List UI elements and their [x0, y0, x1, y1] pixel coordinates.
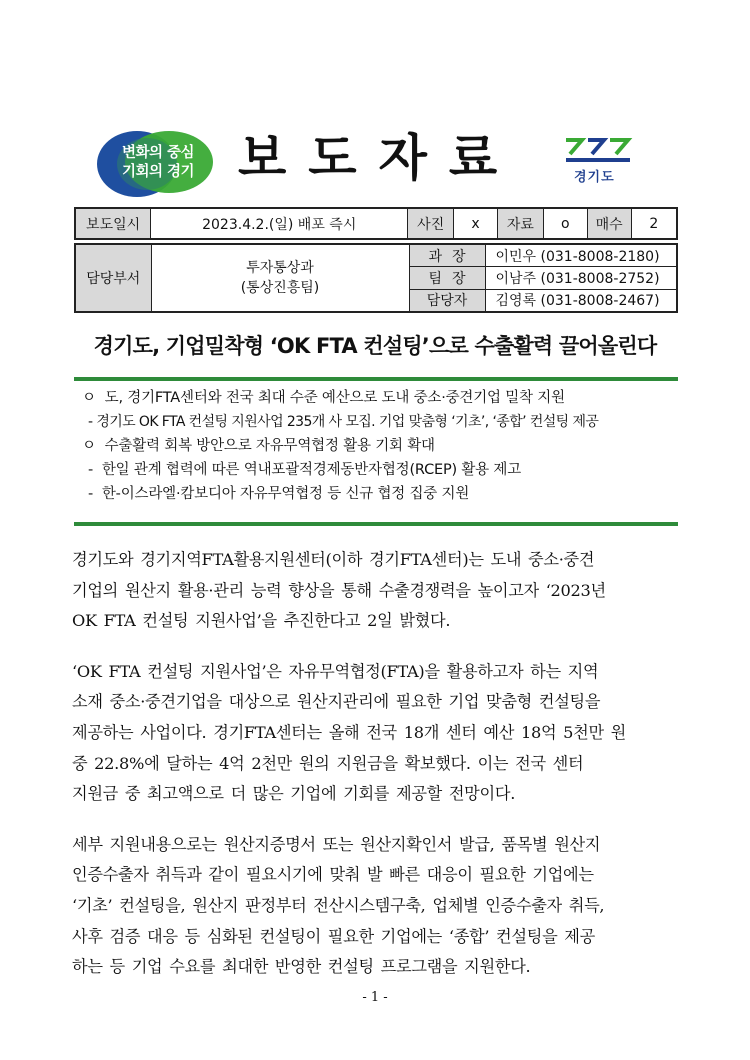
pages-value: 2 [631, 208, 677, 239]
bullet-circle: ㅇ [82, 390, 96, 406]
summary-box [78, 386, 678, 506]
summary-item [78, 482, 678, 506]
paragraph-line: ‘기초’ 컨설팅을, 원산지 판정부터 전산시스템구축, 업체별 인증수출자 취득, [72, 895, 605, 915]
summary-text: 경기도 OK FTA 컨설팅 지원사업 235개 사 모집. 기업 맞춤형 ‘기초’, ‘종합’ 컨설팅 제공 [96, 414, 599, 430]
pages-label: 매수 [587, 208, 631, 239]
divider-bottom [74, 522, 678, 526]
paragraph-line: 지원금 중 최고액으로 더 많은 기업에 기회를 제공할 전망이다. [72, 784, 516, 804]
dept-name [151, 244, 409, 312]
role-label: 팀장 [409, 267, 485, 290]
summary-item [78, 410, 678, 434]
header [0, 0, 750, 205]
material-label: 자료 [498, 208, 544, 239]
bullet-dash: - [88, 414, 93, 430]
material-value: o [543, 208, 587, 239]
role-label: 담당자 [409, 289, 485, 312]
paragraph-line: ‘OK FTA 컨설팅 지원사업’은 자유무역협정(FTA)을 활용하고자 하는 지역 [72, 661, 599, 681]
paragraph-line: 인증수출자 취득과 같이 필요시기에 맞춰 발 빠른 대응이 필요한 기업에는 [72, 865, 594, 885]
paragraph-line: 소재 중소·중견기업을 대상으로 원산지관리에 필요한 기업 맞춤형 컨설팅을 [72, 692, 601, 712]
paragraph-line: 제공하는 사업이다. 경기FTA센터는 올해 전국 18개 센터 예산 18억 5천만 원 [72, 722, 626, 742]
paragraph-line: 중 22.8%에 달하는 4억 2천만 원의 지원금을 확보했다. 이는 전국 센터 [72, 753, 584, 773]
contact-person: 김영록 (031-8008-2467) [485, 289, 677, 312]
paragraph [72, 545, 680, 637]
summary-text: 도, 경기FTA센터와 전국 최대 수준 예산으로 도내 중소·중견기업 밀착 지원 [104, 390, 565, 406]
summary-item [78, 386, 678, 410]
summary-text: 수출활력 회복 방안으로 자유무역협정 활용 기회 확대 [104, 438, 435, 454]
photo-value: x [454, 208, 498, 239]
paragraph [72, 657, 680, 810]
dept-label: 담당부서 [75, 244, 151, 312]
paragraph-line: 사후 검증 대응 등 심화된 컨설팅이 필요한 기업에는 ‘종합’ 컨설팅을 제공 [72, 926, 595, 946]
divider-top [74, 377, 678, 381]
slogan-line-2: 기회의 경기 [121, 164, 195, 180]
paragraph-line: 경기도와 경기지역FTA활용지원센터(이하 경기FTA센터)는 도내 중소·중견 [72, 550, 595, 569]
paragraph [72, 830, 680, 983]
bullet-circle: ㅇ [82, 438, 96, 454]
summary-item [78, 458, 678, 482]
dept-name-line-2: (통상진흥팀) [240, 279, 320, 296]
release-info-table [74, 207, 678, 240]
release-date-value: 2023.4.2.(일) 배포 즉시 [151, 208, 408, 239]
role-label: 과장 [409, 244, 485, 267]
slogan-line-1: 변화의 중심 [121, 145, 195, 161]
headline: 경기도, 기업밀착형 ‘OK FTA 컨설팅’으로 수출활력 끌어올린다 [93, 334, 657, 358]
paragraph-line: 기업의 원산지 활용·관리 능력 향상을 통해 수출경쟁력을 높이고자 ‘2023년 [72, 580, 606, 600]
contact-person: 이민우 (031-8008-2180) [485, 244, 677, 267]
body-text [72, 545, 680, 1003]
contact-person: 이남주 (031-8008-2752) [485, 267, 677, 290]
paragraph-line: OK FTA 컨설팅 지원사업’을 추진한다고 2일 밝혔다. [72, 611, 451, 631]
bullet-dash: - [88, 486, 94, 502]
contact-table [74, 243, 678, 313]
summary-text: 한-이스라엘·캄보디아 자유무역협정 등 신규 협정 집중 지원 [101, 486, 470, 502]
document-title: 보도자료 [238, 129, 520, 187]
org-name: 경기도 [574, 170, 615, 185]
paragraph-line: 세부 지원내용으로는 원산지증명서 또는 원산지확인서 발급, 품목별 원산지 [72, 834, 601, 854]
photo-label: 사진 [408, 208, 454, 239]
summary-item [78, 434, 678, 458]
bullet-dash: - [88, 462, 94, 478]
summary-text: 한일 관계 협력에 따른 역내포괄적경제동반자협정(RCEP) 활용 제고 [101, 462, 521, 478]
slogan-badge [97, 130, 215, 198]
page-number: - 1 - [362, 990, 388, 1005]
release-date-label: 보도일시 [75, 208, 151, 239]
paragraph-line: 하는 등 기업 수요를 최대한 반영한 컨설팅 프로그램을 지원한다. [72, 957, 531, 977]
dept-name-line-1: 투자통상과 [246, 259, 314, 276]
